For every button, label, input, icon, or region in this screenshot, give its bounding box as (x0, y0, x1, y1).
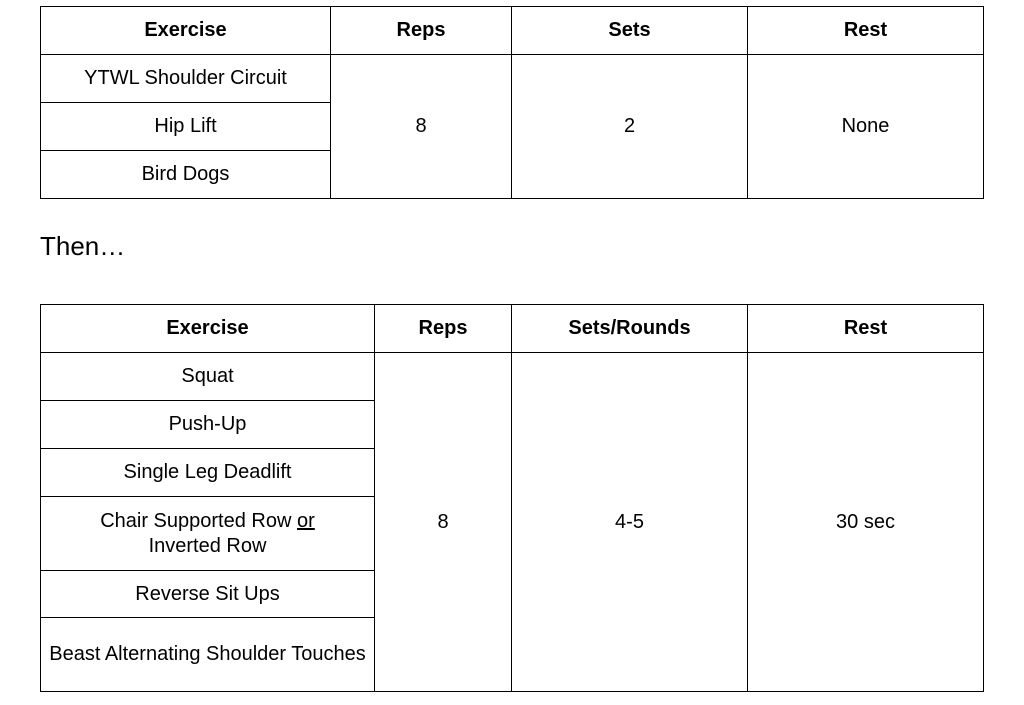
header-sets: Sets (512, 7, 748, 55)
rest-cell: 30 sec (748, 353, 984, 692)
header-sets-rounds: Sets/Rounds (512, 305, 748, 353)
circuit-table (40, 304, 984, 692)
header-exercise: Exercise (41, 305, 375, 353)
exercise-alternative: Inverted Row (148, 534, 267, 557)
exercise-cell: Hip Lift (41, 103, 331, 151)
then-label: Then… (40, 231, 126, 261)
exercise-cell: YTWL Shoulder Circuit (41, 55, 331, 103)
exercise-cell: Bird Dogs (41, 151, 331, 199)
header-rest: Rest (748, 305, 984, 353)
reps-cell: 8 (331, 55, 512, 199)
header-reps: Reps (375, 305, 512, 353)
warmup-table (40, 6, 984, 199)
reps-cell: 8 (375, 353, 512, 692)
exercise-cell: Beast Alternating Shoulder Touches (41, 618, 375, 692)
exercise-cell: Single Leg Deadlift (41, 449, 375, 497)
exercise-cell (41, 497, 375, 571)
sets-cell: 2 (512, 55, 748, 199)
exercise-cell: Reverse Sit Ups (41, 571, 375, 618)
header-rest: Rest (748, 7, 984, 55)
sets-cell: 4-5 (512, 353, 748, 692)
exercise-cell: Squat (41, 353, 375, 401)
exercise-cell: Push-Up (41, 401, 375, 449)
header-exercise: Exercise (41, 7, 331, 55)
exercise-name: Chair Supported Row (100, 509, 292, 532)
or-connector: or (296, 509, 315, 532)
rest-cell: None (748, 55, 984, 199)
header-reps: Reps (331, 7, 512, 55)
